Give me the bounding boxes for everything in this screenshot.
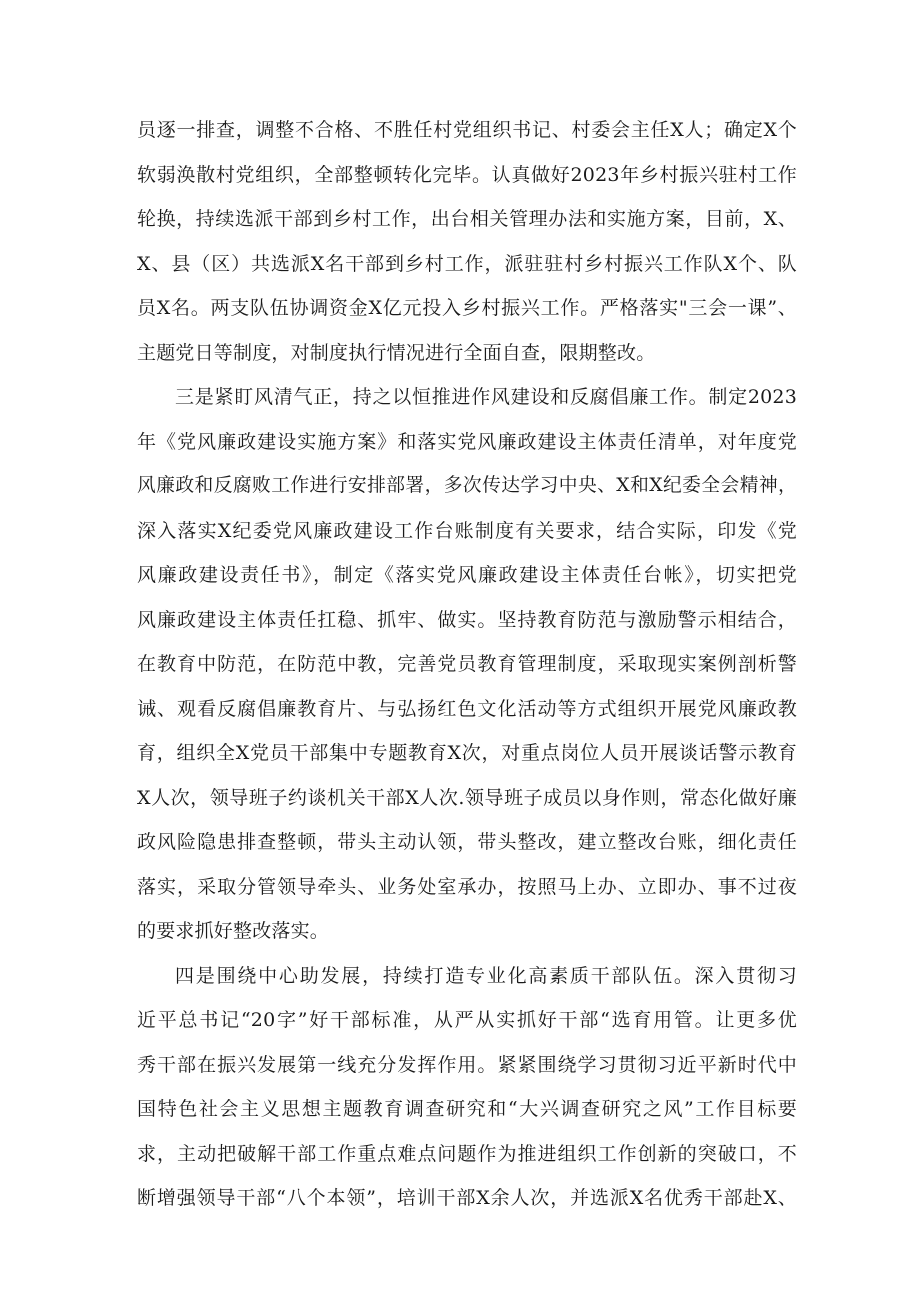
document-body [137, 108, 797, 1221]
text-line: 轮换，持续选派干部到乡村工作，出台相关管理办法和实施方案，目前，X、 [137, 208, 797, 230]
text-line: 断增强领导干部“八个本领”，培训干部X余人次，并选派X名优秀干部赴X、 [137, 1187, 797, 1209]
text-line: 深入落实X纪委党风廉政建设工作台账制度有关要求，结合实际，印发《党 [137, 519, 797, 542]
text-line: 软弱涣散村党组织，全部整顿转化完毕。认真做好2023年乡村振兴驻村工作 [137, 163, 797, 186]
text-line: 员逐一排查，调整不合格、不胜任村党组织书记、村委会主任X人；确定X个 [137, 119, 797, 141]
text-line: 风廉政建设责任书》，制定《落实党风廉政建设主体责任台帐》，切实把党 [137, 564, 797, 586]
text-line: 秀干部在振兴发展第一线充分发挥作用。紧紧围绕学习贯彻习近平新时代中 [137, 1053, 797, 1076]
text-line: 落实，采取分管领导牵头、业务处室承办，按照马上办、立即办、事不过夜 [137, 875, 797, 898]
text-line: 主题党日等制度，对制度执行情况进行全面自查，限期整改。 [137, 341, 656, 364]
text-line: 四是围绕中心助发展，持续打造专业化高素质干部队伍。深入贯彻习 [175, 964, 797, 987]
text-line: 年《党风廉政建设实施方案》和落实党风廉政建设主体责任清单，对年度党 [137, 430, 797, 453]
paragraph-3 [137, 954, 797, 1221]
text-line: 在教育中防范，在防范中教，完善党员教育管理制度，采取现实案例剖析警 [137, 653, 797, 675]
text-line: X、县（区）共选派X名干部到乡村工作，派驻驻村乡村振兴工作队X个、队 [137, 252, 797, 275]
text-line: 求，主动把破解干部工作重点难点问题作为推进组织工作创新的突破口，不 [137, 1142, 797, 1165]
text-line: 风廉政和反腐败工作进行安排部署，多次传达学习中央、X和X纪委全会精神， [137, 475, 797, 496]
text-line: 诫、观看反腐倡廉教育片、与弘扬红色文化活动等方式组织开展党风廉政教 [137, 697, 797, 720]
text-line: 员X名。两支队伍协调资金X亿元投入乡村振兴工作。严格落实"三会一课”、 [137, 297, 797, 319]
text-line: 政风险隐患排查整顿，带头主动认领，带头整改，建立整改台账，细化责任 [137, 831, 797, 853]
paragraph-1 [137, 108, 797, 375]
text-line: 的要求抓好整改落实。 [137, 920, 330, 942]
text-line: X人次，领导班子约谈机关干部X人次.领导班子成员以身作则，常态化做好廉 [137, 786, 797, 809]
text-line: 国特色社会主义思想主题教育调查研究和“大兴调查研究之风”工作目标要 [137, 1098, 797, 1120]
text-line: 三是紧盯风清气正，持之以恒推进作风建设和反腐倡廉工作。制定2023 [175, 386, 797, 408]
text-line: 近平总书记“20字”好干部标准，从严从实抓好干部“选育用管。让更多优 [137, 1009, 797, 1031]
paragraph-2 [137, 375, 797, 954]
text-line: 育，组织全X党员干部集中专题教育X次，对重点岗位人员开展谈话警示教育 [137, 742, 797, 764]
text-line: 风廉政建设主体责任扛稳、抓牢、做实。坚持教育防范与激励警示相结合， [137, 608, 797, 631]
